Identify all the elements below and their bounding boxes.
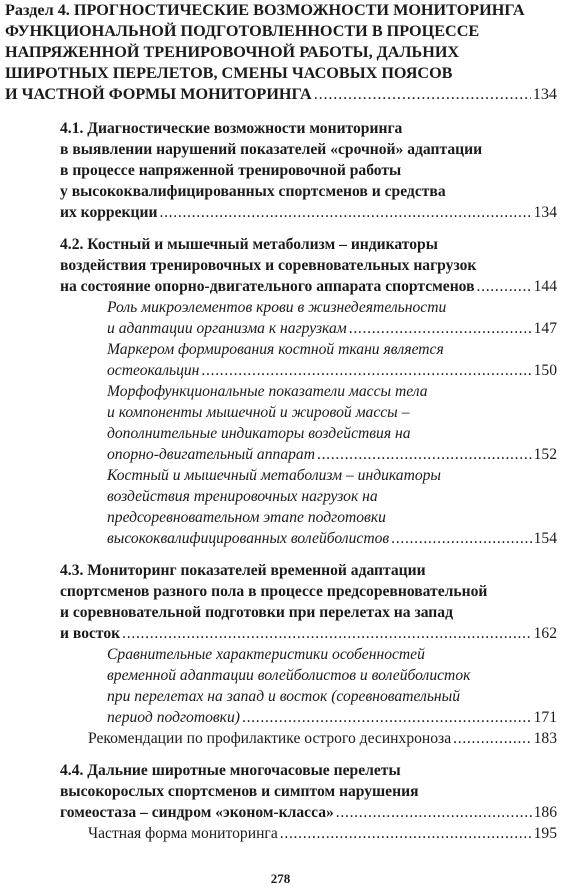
toc-entry-title: И ЧАСТНОЙ ФОРМЫ МОНИТОРИНГА <box>5 85 312 103</box>
toc-entry-line: при перелетах на запад и восток (соревновательный <box>107 688 461 705</box>
toc-page-number: 171 <box>533 709 557 726</box>
page-number-footer: 278 <box>270 871 291 886</box>
toc-entry-leader[interactable] <box>5 86 557 102</box>
toc-page-number: 152 <box>533 446 557 463</box>
toc-entry-leader[interactable] <box>107 321 557 337</box>
toc-entry-line: Костный и мышечный метаболизм – индикаторы <box>107 467 441 484</box>
toc-page-number: 144 <box>533 278 557 295</box>
toc-entry-title: гомеостаза – синдром «эконом-класса» <box>60 804 334 821</box>
toc-page-number: 150 <box>533 362 557 379</box>
dot-leader <box>159 205 531 221</box>
toc-entry-leader[interactable] <box>88 826 557 842</box>
toc-entry-leader[interactable] <box>107 363 557 379</box>
toc-page-number: 195 <box>533 825 557 842</box>
dot-leader <box>317 447 532 463</box>
toc-page-number: 147 <box>533 320 557 337</box>
toc-heading-line: ФУНКЦИОНАЛЬНОЙ ПОДГОТОВЛЕННОСТИ В ПРОЦЕССЕ <box>5 22 480 40</box>
toc-entry-leader[interactable] <box>107 447 557 463</box>
toc-entry-leader[interactable] <box>60 805 557 821</box>
toc-entry-line: 4.4. Дальние широтные многочасовые перелеты <box>60 762 401 779</box>
toc-entry-title: опорно-двигательный аппарат <box>107 446 315 463</box>
toc-entry-line: и компоненты мышечной и жировой массы – <box>107 404 410 421</box>
toc-entry-line: в процессе напряженной тренировочной работы <box>60 162 402 179</box>
dot-leader <box>122 626 531 642</box>
toc-entry-line: 4.2. Костный и мышечный метаболизм – индикаторы <box>60 236 438 253</box>
toc-entry-line: временной адаптации волейболистов и волейболисток <box>107 667 471 684</box>
toc-entry-leader[interactable] <box>60 279 557 295</box>
toc-entry-leader[interactable] <box>88 731 557 747</box>
dot-leader <box>349 321 532 337</box>
toc-entry-leader[interactable] <box>107 531 557 547</box>
toc-heading-line: Раздел 4. ПРОГНОСТИЧЕСКИЕ ВОЗМОЖНОСТИ МОНИТОРИНГА <box>5 1 525 19</box>
toc-entry-title: и адаптации организма к нагрузкам <box>107 320 347 337</box>
toc-entry-line: спортсменов разного пола в процессе предсоревновательной <box>60 583 488 600</box>
toc-page-number: 154 <box>533 530 557 547</box>
toc-entry-line: и соревновательной подготовки при перелетах на запад <box>60 604 453 621</box>
toc-entry-line: у высококвалифицированных спортсменов и средства <box>60 183 446 200</box>
toc-entry-leader[interactable] <box>60 626 557 642</box>
toc-page-number: 183 <box>533 730 557 747</box>
toc-entry-title: Рекомендации по профилактике острого десинхроноза <box>88 730 452 747</box>
toc-entry-title: период подготовки) <box>107 709 240 726</box>
toc-heading-line: ШИРОТНЫХ ПЕРЕЛЕТОВ, СМЕНЫ ЧАСОВЫХ ПОЯСОВ <box>5 64 453 82</box>
toc-entry-leader[interactable] <box>107 710 557 726</box>
dot-leader <box>336 805 532 821</box>
toc-entry-line: дополнительные индикаторы воздействия на <box>107 425 411 442</box>
toc-page-number: 134 <box>533 204 557 221</box>
dot-leader <box>280 826 532 842</box>
toc-entry-line: 4.3. Мониторинг показателей временной адаптации <box>60 562 426 579</box>
dot-leader <box>242 710 532 726</box>
toc-entry-line: предсоревновательном этапе подготовки <box>107 509 386 526</box>
toc-entry-line: 4.1. Диагностические возможности мониторинга <box>60 120 403 137</box>
toc-entry-title: на состояние опорно-двигательного аппарата спортсменов <box>60 278 475 295</box>
dot-leader <box>477 279 532 295</box>
toc-entry-line: воздействия тренировочных и соревновательных нагрузок <box>60 257 477 274</box>
dot-leader <box>314 86 531 102</box>
dot-leader <box>201 363 531 379</box>
toc-entry-title: остеокальцин <box>107 362 200 379</box>
toc-page-number: 186 <box>533 804 557 821</box>
toc-entry-line: воздействия тренировочных нагрузок на <box>107 488 378 505</box>
toc-entry-title: и восток <box>60 625 121 642</box>
toc-entry-line: Сравнительные характеристики особенностей <box>107 646 425 663</box>
toc-entry-line: высокорослых спортсменов и симптом нарушения <box>60 783 419 800</box>
toc-entry-leader[interactable] <box>60 205 557 221</box>
toc-entry-line: Роль микроэлементов крови в жизнедеятельности <box>107 299 447 316</box>
dot-leader <box>453 731 531 747</box>
toc-entry-title: их коррекции <box>60 204 158 221</box>
toc-entry-line: Морфофункциональные показатели массы тела <box>107 383 428 400</box>
toc-page-number: 134 <box>532 85 557 103</box>
toc-entry-line: Маркером формирования костной ткани является <box>107 341 444 358</box>
dot-leader <box>391 531 531 547</box>
toc-entry-title: высококвалифицированных волейболистов <box>107 530 390 547</box>
toc-page-number: 162 <box>533 625 557 642</box>
toc-entry-title: Частная форма мониторинга <box>88 825 278 842</box>
toc-entry-line: в выявлении нарушений показателей «срочной» адаптации <box>60 141 483 158</box>
toc-heading-line: НАПРЯЖЕННОЙ ТРЕНИРОВОЧНОЙ РАБОТЫ, ДАЛЬНИХ <box>5 43 460 61</box>
